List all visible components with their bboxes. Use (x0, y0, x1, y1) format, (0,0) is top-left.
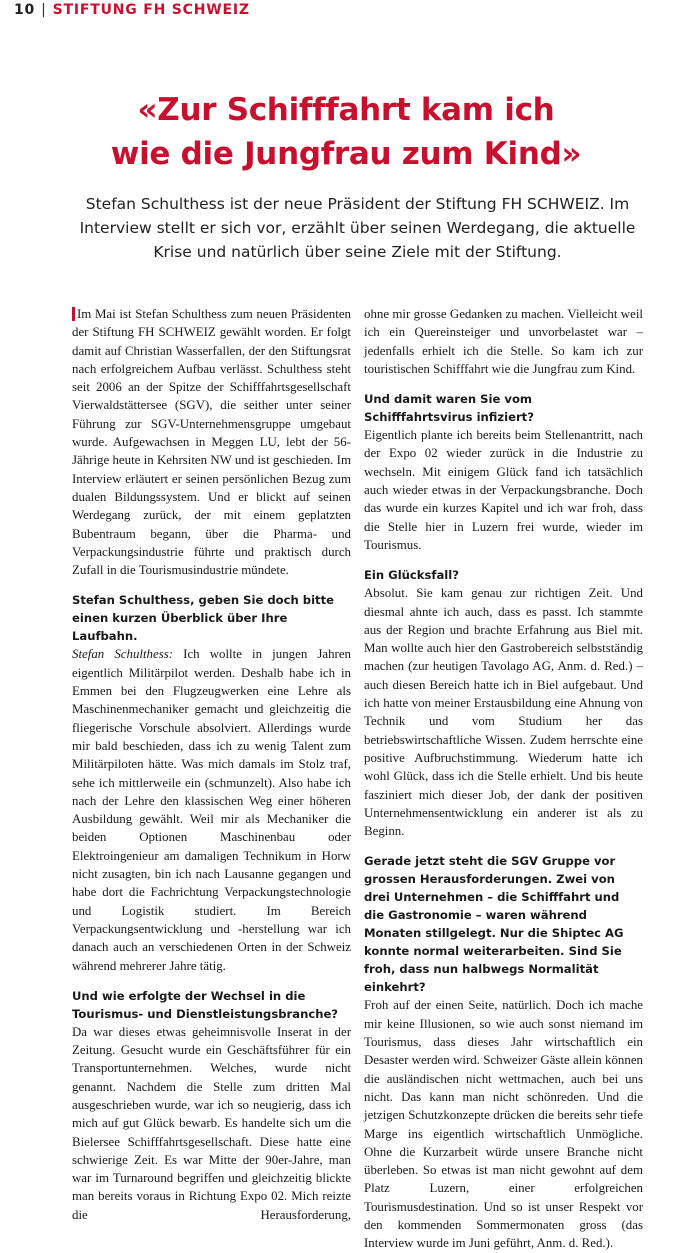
question-4: Ein Glücksfall? (364, 568, 459, 583)
article-lead: Stefan Schulthess ist der neue Präsident der Stiftung FH SCHWEIZ. Im Interview stellt er sich vor, erzählt über seinen Werdegang, die aktuelle Krise und natürlich über seine Ziele mit der Stiftung. (79, 195, 636, 261)
question-2: Und wie erfolgte der Wechsel in die Tourismus- und Dienstleistungsbranche? (72, 988, 339, 1021)
page-number: 10 (14, 2, 36, 18)
speaker-label: Stefan Schulthess: (72, 647, 174, 662)
header-separator: | (41, 2, 47, 18)
answer-1 (72, 645, 351, 974)
column-left (72, 305, 351, 1224)
question-3: Und damit waren Sie vom Schifffahrtsvirus infiziert? (364, 392, 534, 425)
column-right (364, 305, 643, 1253)
answer-4: Absolut. Sie kam genau zur richtigen Zeit. Und diesmal ahnte ich auch, dass es passt. Ich stammte aus der Region und brachte Erfahrung aus Biel mit. Man wollte auch hier den Gastrobereich selbstständig machen (zur heutigen Tavolago AG, Anm. d. Red.) – auch diesen Bereich hatte ich in Biel aufgebaut. Und ich hatte von meiner Erstausbildung eine Ahnung von Technik und vom Studium her das betriebswirtschaftliche Wissen. Zudem herrschte eine positive Aufbruchstimmung. Wiederum hatte ich wohl Glück, dass ich die Stelle erhielt. Und bis heute fasziniert mich dieser Job, der dank der positiven Unternehmensentwicklung ein anderer ist als zu Beginn. (364, 586, 643, 839)
title-line-2: wie die Jungfrau zum Kind» (110, 136, 582, 172)
section-name: STIFTUNG FH SCHWEIZ (52, 2, 250, 18)
answer-2-part-1: Da war dieses etwas geheimnisvolle Inserat in der Zeitung. Gesucht wurde ein Geschäftsführer für ein Transportunternehmen. Welches, wurde nicht genannt. Nachdem die Stelle zum dritten Mal ausgeschrieben wurde, war ich so neugierig, dass ich mich auf gut Glück bewarb. Es handelte sich um die Bielersee Schifffahrtsgesellschaft. Diese hatte eine schwierige Zeit. Es war Mitte der 90er-Jahre, man war im Turnaround begriffen und gleichzeitig blickte man bereits voraus in Richtung Expo 02. Mich reizte die Herausforderung, (72, 1024, 351, 1222)
running-header (14, 2, 250, 18)
article-title (0, 88, 692, 176)
answer-2-part-2: ohne mir grosse Gedanken zu machen. Vielleicht weil ich ein Quereinsteiger und unvorbelastet war – jedenfalls erhielt ich die Stelle. So kam ich zur touristischen Schifffahrt wie die Jungfrau zum Kind. (364, 307, 643, 376)
question-1: Stefan Schulthess, geben Sie doch bitte einen kurzen Überblick über Ihre Laufbahn. (72, 593, 335, 644)
title-line-1: «Zur Schifffahrt kam ich (137, 92, 555, 128)
answer-5: Froh auf der einen Seite, natürlich. Doch ich mache mir keine Illusionen, so wie auch sonst niemand im Tourismus, dass dieses Jahr wirtschaftlich ein Desaster werden wird. Schweizer Gäste allein können die ausländischen nicht wettmachen, auch bei uns nicht. Das kann man nicht schönreden. Und die jetzigen Schutzkonzepte drücken die bereits sehr tiefe Marge ins eigentlich wirtschaftlich Unmögliche. Ohne die Kurzarbeit würde unsere Branche nicht überleben. So etwas ist man nicht gewohnt auf dem Platz Luzern, einer erfolgreichen Tourismusdestination. Und so ist unser Respekt vor den kommenden Sommermonaten gross (das Interview wurde im Juni geführt, Anm. d. Red.). (364, 998, 643, 1251)
initial-letter: I (72, 307, 81, 321)
intro-text: m Mai ist Stefan Schulthess zum neuen Präsidenten der Stiftung FH SCHWEIZ gewählt worden. Er folgt damit auf Christian Wasserfallen, der den Stiftungsrat nach erfolgreichem Aufbau verlässt. Schulthess steht seit 2006 an der Spitze der Schifffahrtsgesellschaft Vierwaldstättersee (SGV), die seither unter seiner Führung zur SGV-Unternehmensgruppe umgebaut wurde. Aufgewachsen in Meggen LU, lebt der 56-Jährige heute in Kehrsiten NW und ist geschieden. Im Interview erläutert er seinen persönlichen Bezug zum dualen Bildungssystem. Und er blickt auf seinen Werdegang zurück, der mit einem geplatzten Bubentraum begann, über die Pharma- und Verpackungsindustrie führte und praktisch durch Zufall in die Tourismusindustrie mündete. (72, 307, 351, 578)
answer-1-text: Ich wollte in jungen Jahren eigentlich Militärpilot werden. Deshalb habe ich in Emmen bei den Flugzeugwerken eine Lehre als Maschinenmechaniker gemacht und gleichzeitig die fliegerische Vorschule absolviert. Allerdings wurde mir bald beschieden, dass ich zu wenig Talent zum Militärpiloten hätte. Was mich damals im Stolz traf, sehe ich mittlerweile ein (schmunzelt). Also habe ich nach der Lehre den klassischen Weg einer höheren Ausbildung gewählt. Weil mir als Mechaniker die beiden Optionen Maschinenbau oder Elektroingenieur am damaligen Technikum in Horw nicht zusagten, bin ich nach Lausanne gegangen und habe dort die Fachrichtung Verpackungstechnologie und Logistik studiert. Im Bereich Verpackungsentwicklung und -herstellung war ich danach auch an verschiedenen Orten in der Schweiz während mehrerer Jahre tätig. (72, 647, 352, 973)
question-5: Gerade jetzt steht die SGV Gruppe vor grossen Herausforderungen. Zwei von drei Unternehmen – die Schifffahrt und die Gastronomie – waren während Monaten stillgelegt. Nur die Shiptec AG konnte normal weiterarbeiten. Sind Sie froh, dass nun halbwegs Normalität einkehrt? (364, 854, 624, 995)
intro-paragraph (72, 305, 351, 579)
answer-3: Eigentlich plante ich bereits beim Stellenantritt, nach der Expo 02 wieder zurück in die Industrie zu wechseln. Mit einigem Glück fand ich tatsächlich auch wieder etwas in der Verpackungsbranche. Doch das wurde ein kurzes Kapitel und ich war froh, dass die Stelle hier in Luzern frei wurde, wieder im Tourismus. (364, 428, 643, 552)
